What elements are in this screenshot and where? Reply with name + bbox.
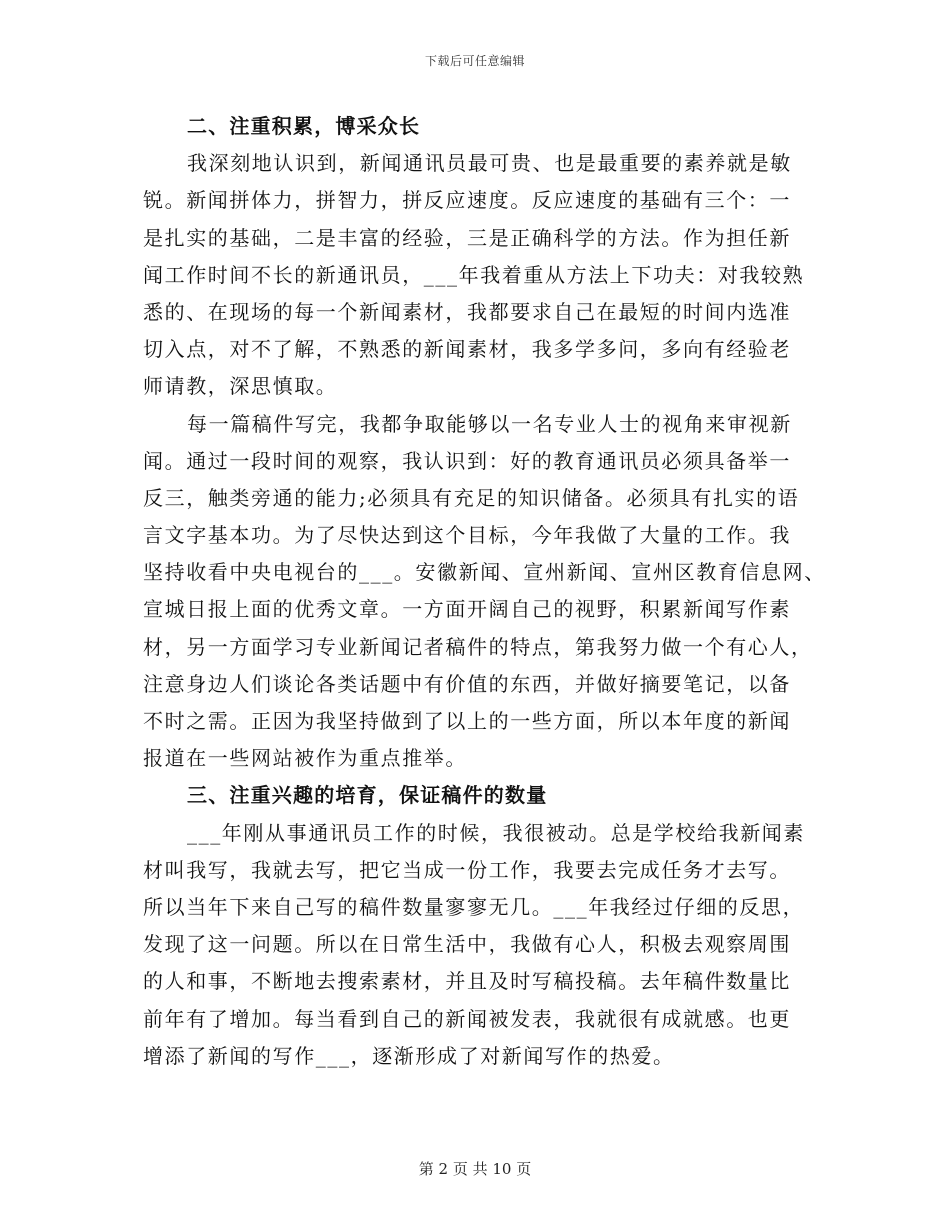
paragraph-line: 我深刻地认识到，新闻通讯员最可贵、也是最重要的素养就是敏 [187, 151, 792, 176]
paragraph-line: 锐。新闻拼体力，拼智力，拼反应速度。反应速度的基础有三个：一 [143, 188, 791, 213]
paragraph-line: 材，另一方面学习专业新闻记者稿件的特点，第我努力做一个有心人， [143, 634, 813, 659]
paragraph-line: 切入点，对不了解，不熟悉的新闻素材，我多学多问，多向有经验老 [143, 337, 791, 362]
paragraph-line: 发现了这一问题。所以在日常生活中，我做有心人，积极去观察周围 [143, 932, 791, 957]
paragraph-line: 前年有了增加。每当看到自己的新闻被发表，我就很有成就感。也更 [143, 1006, 791, 1031]
page-header-note: 下载后可任意编辑 [424, 54, 525, 68]
paragraph-line: 坚持收看中央电视台的___。安徽新闻、宣州新闻、宣州区教育信息网、 [143, 560, 826, 585]
page-number: 第 2 页 共 10 页 [418, 1160, 532, 1178]
paragraph-line: 材叫我写，我就去写，把它当成一份工作，我要去完成任务才去写。 [143, 857, 791, 882]
section-heading: 三、注重兴趣的培育，保证稿件的数量 [187, 783, 548, 808]
paragraph-line: 不时之需。正因为我坚持做到了以上的一些方面，所以本年度的新闻 [143, 709, 791, 733]
paragraph-line: ___年刚从事通讯员工作的时候，我很被动。总是学校给我新闻素 [187, 820, 805, 845]
paragraph-line: 闻。通过一段时间的观察，我认识到：好的教育通讯员必须具备举一 [143, 448, 791, 473]
paragraph-line: 闻工作时间不长的新通讯员，___年我着重从方法上下功夫：对我较熟 [143, 262, 805, 287]
paragraph-line: 注意身边人们谈论各类话题中有价值的东西，并做好摘要笔记，以备 [143, 671, 791, 696]
paragraph-line: 师请教，深思慎取。 [143, 374, 338, 399]
paragraph-line: 的人和事，不断地去搜索素材，并且及时写稿投稿。去年稿件数量比 [143, 969, 791, 994]
paragraph-line: 报道在一些网站被作为重点推举。 [143, 746, 467, 771]
document-body [143, 108, 826, 1075]
section-heading: 二、注重积累，博采众长 [187, 114, 421, 138]
paragraph-line: 每一篇稿件写完，我都争取能够以一名专业人士的视角来审视新 [187, 411, 792, 436]
paragraph-line: 是扎实的基础，二是丰富的经验，三是正确科学的方法。作为担任新 [143, 225, 791, 250]
paragraph-line: 悉的、在现场的每一个新闻素材，我都要求自己在最短的时间内选准 [143, 299, 791, 324]
paragraph-line: 言文字基本功。为了尽快达到这个目标，今年我做了大量的工作。我 [143, 523, 791, 548]
paragraph-line: 增添了新闻的写作___，逐渐形成了对新闻写作的热爱。 [143, 1043, 675, 1068]
paragraph-line: 所以当年下来自己写的稿件数量寥寥无几。___年我经过仔细的反思， [143, 894, 805, 919]
paragraph-line: 宣城日报上面的优秀文章。一方面开阔自己的视野，积累新闻写作素 [143, 597, 791, 622]
paragraph-line: 反三，触类旁通的能力;必须具有充足的知识储备。必须具有扎实的语 [143, 485, 800, 510]
